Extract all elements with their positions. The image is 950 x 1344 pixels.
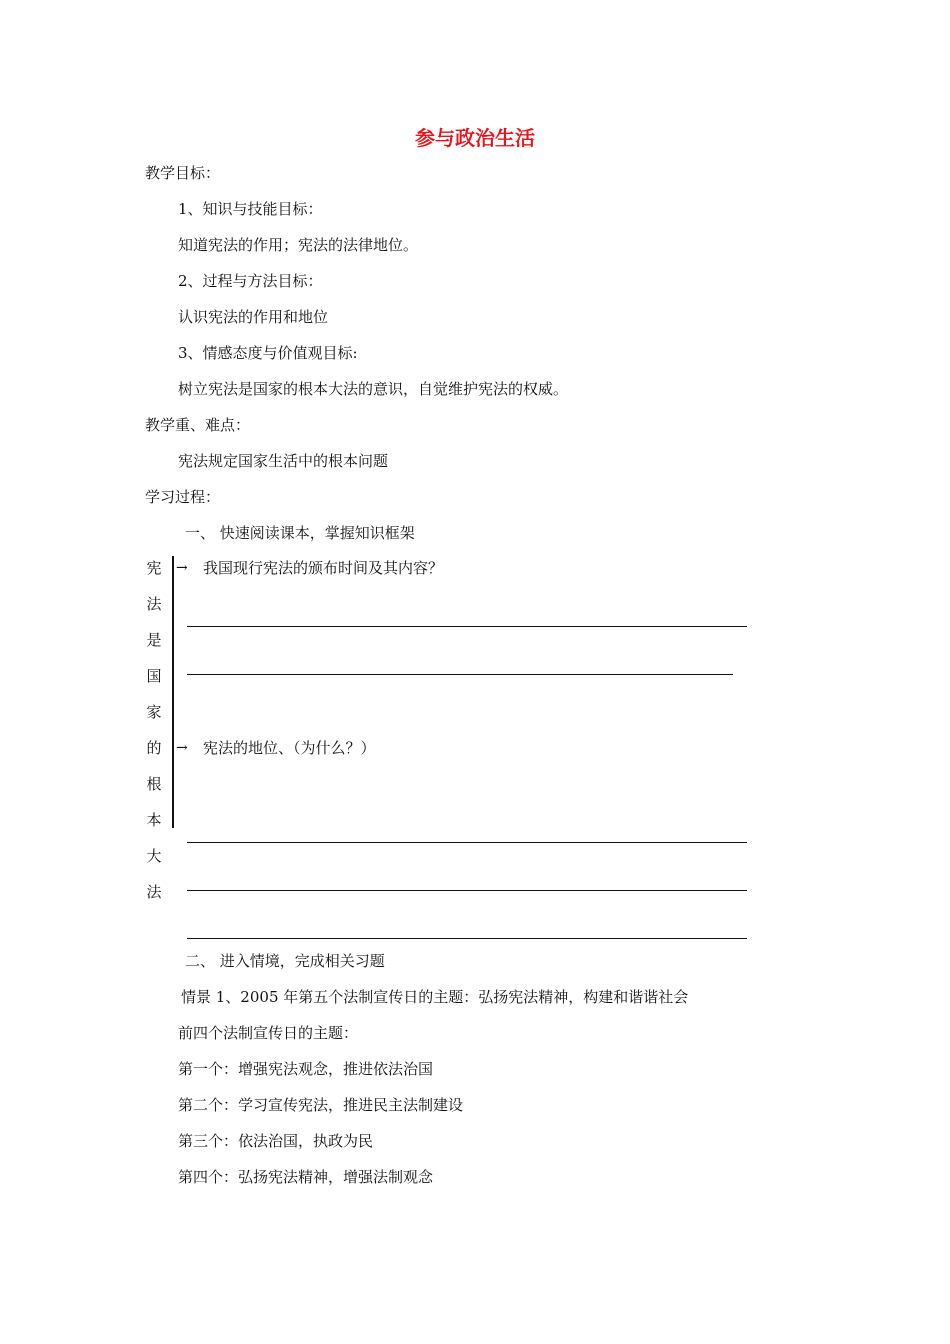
question-1: 我国现行宪法的颁布时间及其内容？ — [203, 559, 444, 577]
process-heading: 学习过程： — [145, 488, 221, 506]
vertical-char: 宪 — [146, 559, 162, 577]
theme-item: 第四个：弘扬宪法精神，增强法制观念 — [178, 1168, 434, 1186]
answer-line — [187, 938, 747, 939]
bracket-line — [172, 556, 174, 828]
arrow-right-icon: → — [176, 740, 188, 756]
key-points-heading: 教学重、难点： — [145, 416, 251, 434]
page-title: 参与政治生活 — [415, 126, 535, 150]
objectives-heading: 教学目标： — [145, 164, 221, 182]
theme-item: 第三个：依法治国，执政为民 — [178, 1132, 374, 1150]
arrow-right-icon: → — [176, 560, 188, 576]
vertical-char: 大 — [146, 847, 162, 865]
scene-1: 情景 1、2005 年第五个法制宣传日的主题：弘扬宪法精神，构建和谐谐社会 — [181, 988, 689, 1006]
goal-2-content: 认识宪法的作用和地位 — [178, 308, 329, 326]
vertical-char: 法 — [146, 883, 162, 901]
vertical-char: 的 — [146, 739, 162, 757]
answer-line — [187, 674, 733, 675]
goal-3-content: 树立宪法是国家的根本大法的意识，自觉维护宪法的权威。 — [178, 380, 569, 398]
key-points-content: 宪法规定国家生活中的根本问题 — [178, 452, 389, 470]
answer-line — [187, 626, 747, 627]
section-2-heading: 二、 进入情境，完成相关习题 — [185, 952, 385, 970]
question-2: 宪法的地位、（为什么？） — [203, 739, 376, 757]
vertical-char: 是 — [146, 631, 162, 649]
goal-2-heading: 2、过程与方法目标： — [178, 272, 323, 290]
theme-item: 第二个：学习宣传宪法，推进民主法制建设 — [178, 1096, 464, 1114]
theme-item: 第一个：增强宪法观念，推进依法治国 — [178, 1060, 434, 1078]
goal-3-heading: 3、情感态度与价值观目标: — [178, 344, 358, 362]
vertical-char: 家 — [146, 703, 162, 721]
vertical-char: 本 — [146, 811, 162, 829]
goal-1-heading: 1、知识与技能目标： — [178, 200, 323, 218]
previous-themes-heading: 前四个法制宣传日的主题： — [178, 1024, 359, 1042]
answer-line — [187, 842, 747, 843]
goal-1-content: 知道宪法的作用；宪法的法律地位。 — [178, 236, 419, 254]
vertical-char: 法 — [146, 595, 162, 613]
answer-line — [187, 890, 747, 891]
vertical-char: 国 — [146, 667, 162, 685]
section-1-heading: 一、 快速阅读课本，掌握知识框架 — [185, 524, 415, 542]
vertical-char: 根 — [146, 775, 162, 793]
